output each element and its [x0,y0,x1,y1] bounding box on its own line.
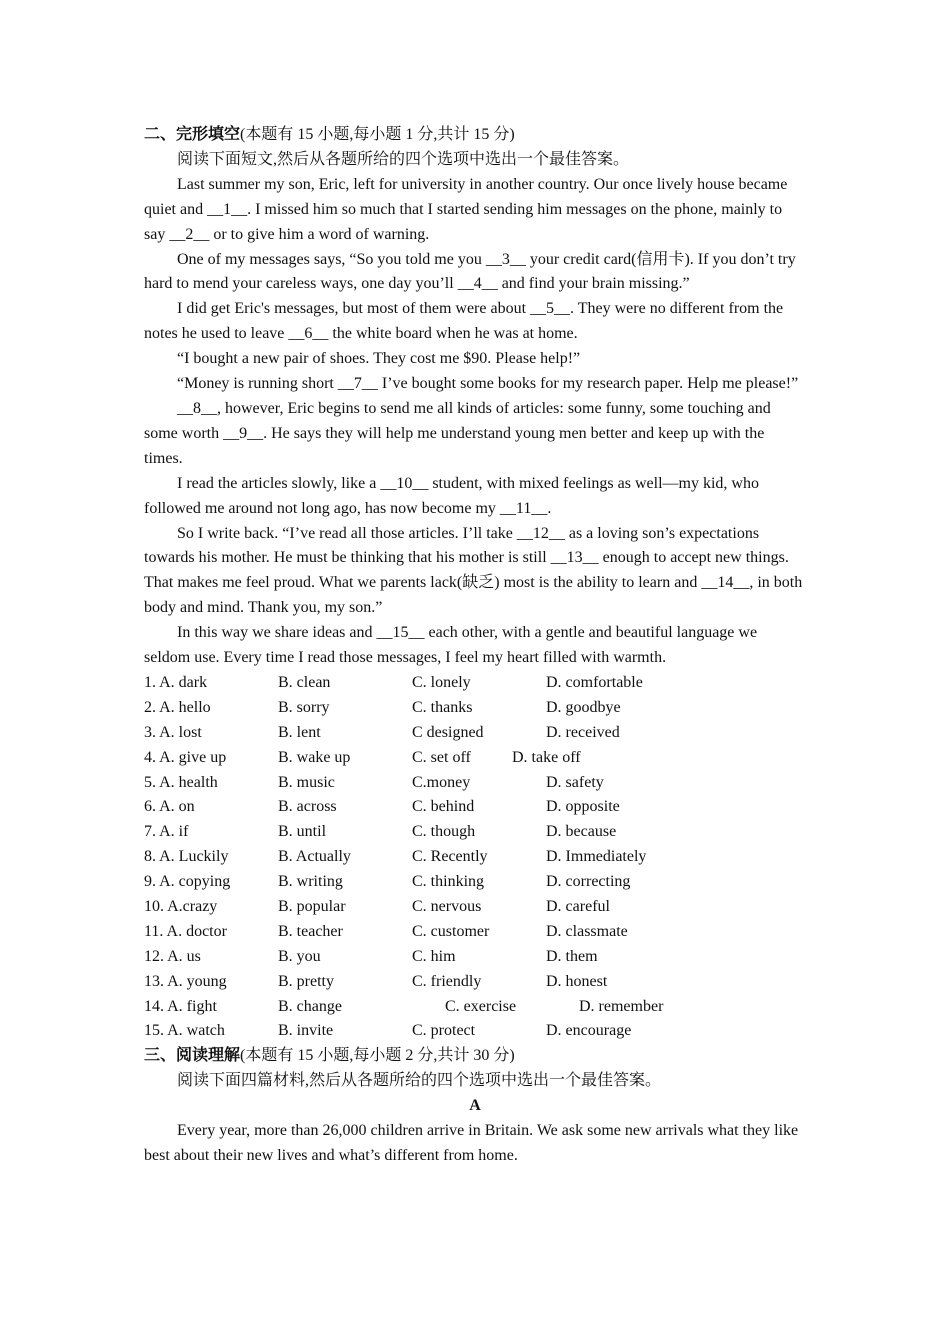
option-d: D. goodbye [546,698,621,716]
option-b: B. wake up [278,748,351,766]
option-d: D. encourage [546,1022,632,1040]
cloze-paragraph: So I write back. “I’ve read all those articles. I’ll take __12__ as a loving son’s expectations towards his mother. He must be thinking that his mother is still __13__ enough to accept new things. That makes me feel proud. What we parents lack(缺乏) most is the ability to learn and __14__, in both body and mind. Thank you, my son.” [144,524,803,617]
option-row [144,920,806,945]
option-c: C. behind [412,798,475,816]
option-row [144,771,806,796]
option-c: C. friendly [412,972,482,990]
option-d: D. honest [546,972,608,990]
cloze-paragraph: __8__, however, Eric begins to send me all kinds of articles: some funny, some touching and some worth __9__. He says they will help me understand young men better and keep up with the times. [144,399,771,467]
option-a: 1. A. dark [144,673,208,691]
section2-heading [144,123,806,148]
option-d: D. correcting [546,873,631,891]
option-c: C. though [412,823,476,841]
option-c: C. him [412,947,456,965]
option-b: B. writing [278,873,343,891]
option-c: C. set off [412,748,471,766]
cloze-paragraph: I read the articles slowly, like a __10__ student, with mixed feelings as well—my kid, who followed me around not long ago, has now become my __11__. [144,474,759,517]
option-d: D. because [546,823,617,841]
option-row [144,746,806,771]
option-b: B. sorry [278,698,330,716]
option-row [144,1019,806,1044]
option-b: B. pretty [278,972,334,990]
option-b: B. Actually [278,848,351,866]
option-b: B. you [278,947,321,965]
option-row [144,671,806,696]
option-row [144,970,806,995]
section3-title-rest: (本题有 15 小题,每小题 2 分,共计 30 分) [240,1047,515,1065]
option-row [144,696,806,721]
option-d: D. Immediately [546,848,647,866]
option-b: B. lent [278,723,321,741]
option-a: 15. A. watch [144,1022,225,1040]
option-row [144,721,806,746]
option-a: 10. A.crazy [144,897,218,915]
option-c: C. nervous [412,897,482,915]
option-d: D. classmate [546,922,628,940]
option-a: 9. A. copying [144,873,231,891]
option-a: 2. A. hello [144,698,211,716]
option-a: 6. A. on [144,798,195,816]
option-row [144,870,806,895]
section3-title-bold: 三、阅读理解 [144,1047,241,1065]
option-c: C. protect [412,1022,476,1040]
option-c: C.money [412,773,471,791]
option-b: B. music [278,773,335,791]
option-d: D. them [546,947,598,965]
section3-heading [144,1044,806,1069]
option-row [144,945,806,970]
option-row [144,820,806,845]
option-b: B. teacher [278,922,343,940]
option-d: D. received [546,723,620,741]
option-d: D. opposite [546,798,620,816]
option-a: 14. A. fight [144,997,217,1015]
option-b: B. invite [278,1022,334,1040]
option-d: D. take off [512,748,581,766]
document-page [144,123,806,1169]
option-a: 11. A. doctor [144,922,227,940]
section2-instruction: 阅读下面短文,然后从各题所给的四个选项中选出一个最佳答案。 [177,150,630,168]
option-a: 3. A. lost [144,723,202,741]
option-c: C. Recently [412,848,488,866]
cloze-paragraph: “Money is running short __7__ I’ve bought some books for my research paper. Help me please!” [177,375,799,393]
option-d: D. careful [546,897,610,915]
option-a: 8. A. Luckily [144,848,229,866]
option-b: B. clean [278,673,331,691]
section2-title-rest: (本题有 15 小题,每小题 1 分,共计 15 分) [240,126,515,143]
section3-instruction: 阅读下面四篇材料,然后从各题所给的四个选项中选出一个最佳答案。 [177,1072,662,1090]
option-c: C designed [412,723,484,741]
option-c: C. lonely [412,673,471,691]
passage-label: A [469,1097,481,1115]
option-c: C. thanks [412,698,473,716]
option-d: D. comfortable [546,673,643,691]
options-list [144,671,806,1044]
cloze-paragraph: “I bought a new pair of shoes. They cost me $90. Please help!” [177,350,581,368]
option-d: D. remember [579,997,664,1015]
cloze-paragraph: In this way we share ideas and __15__ each other, with a gentle and beautiful language we seldom use. Every time I read those messages, I feel my heart filled with warmth. [144,624,758,667]
option-row [144,845,806,870]
option-row [144,895,806,920]
option-b: B. until [278,823,327,841]
option-b: B. across [278,798,337,816]
option-row [144,995,806,1020]
option-a: 4. A. give up [144,748,227,766]
option-a: 7. A. if [144,823,189,841]
cloze-paragraph: Last summer my son, Eric, left for university in another country. Our once lively house became quiet and __1__. I missed him so much that I started sending him messages on the phone, mainly to say __2__ or to give him a word of warning. [144,175,788,243]
section2-title-bold: 二、完形填空 [144,126,241,143]
option-c: C. thinking [412,873,485,891]
option-b: B. change [278,997,342,1015]
option-c: C. customer [412,922,490,940]
cloze-paragraph: One of my messages says, “So you told me you __3__ your credit card(信用卡). If you don’t try hard to mend your careless ways, one day you’ll __4__ and find your brain missing.” [144,250,796,293]
cloze-paragraph: I did get Eric's messages, but most of them were about __5__. They were no different from the notes he used to leave __6__ the white board when he was at home. [144,300,784,343]
option-a: 12. A. us [144,947,201,965]
option-a: 5. A. health [144,773,218,791]
option-row [144,795,806,820]
option-d: D. safety [546,773,604,791]
option-b: B. popular [278,897,346,915]
option-c: C. exercise [445,997,517,1015]
reading-paragraph: Every year, more than 26,000 children arrive in Britain. We ask some new arrivals what they like best about their new lives and what’s different from home. [144,1122,799,1164]
option-a: 13. A. young [144,972,227,990]
